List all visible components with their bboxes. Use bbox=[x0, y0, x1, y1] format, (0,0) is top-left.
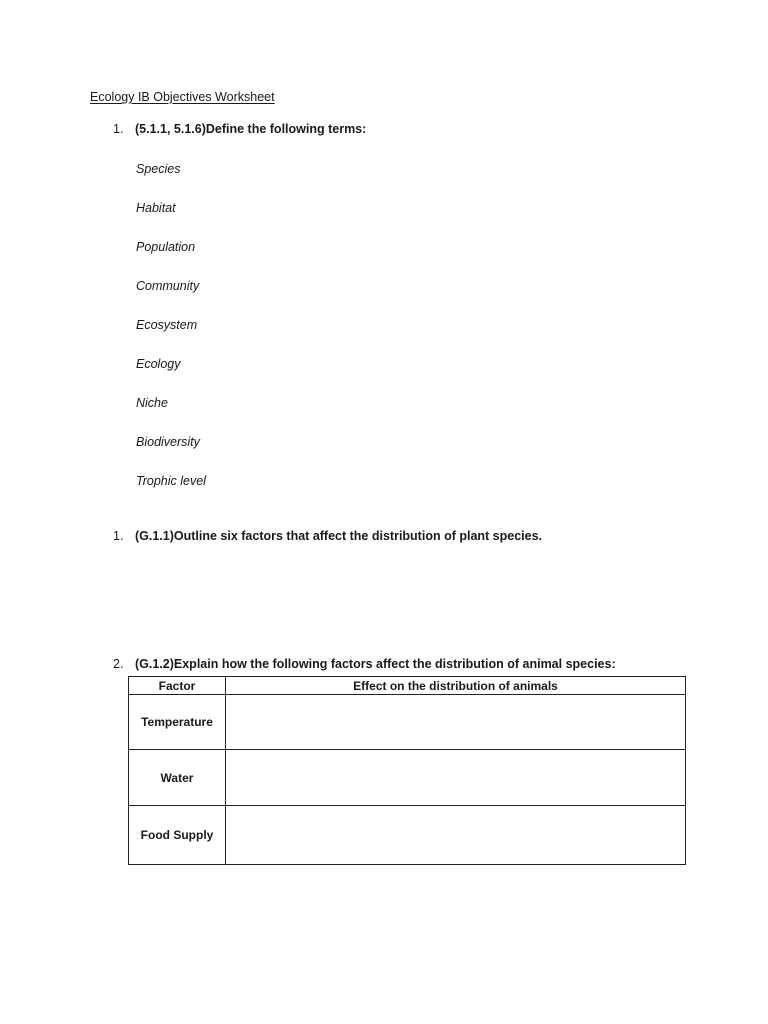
question-animal-distribution bbox=[113, 657, 616, 671]
table-row bbox=[129, 695, 686, 750]
table-header-effect: Effect on the distribution of animals bbox=[226, 677, 686, 695]
term-item: Trophic level bbox=[136, 474, 206, 488]
table-header-factor: Factor bbox=[129, 677, 226, 695]
question-number: 2. bbox=[113, 657, 124, 671]
effect-answer-cell[interactable] bbox=[226, 806, 686, 865]
question-number: 1. bbox=[113, 122, 124, 136]
term-item: Species bbox=[136, 162, 181, 176]
term-item: Ecology bbox=[136, 357, 181, 371]
term-item: Ecosystem bbox=[136, 318, 198, 332]
terms-list bbox=[136, 161, 206, 512]
question-number: 1. bbox=[113, 529, 124, 543]
document-title: Ecology IB Objectives Worksheet bbox=[90, 90, 275, 104]
term-item: Habitat bbox=[136, 201, 176, 215]
term-item: Population bbox=[136, 240, 196, 254]
question-plant-distribution bbox=[113, 529, 542, 543]
term-item: Community bbox=[136, 279, 200, 293]
term-item: Biodiversity bbox=[136, 435, 200, 449]
table-row bbox=[129, 750, 686, 806]
effect-answer-cell[interactable] bbox=[226, 695, 686, 750]
term-item: Niche bbox=[136, 396, 168, 410]
table-header-row bbox=[129, 677, 686, 695]
question-define-terms bbox=[113, 122, 366, 136]
table-row bbox=[129, 806, 686, 865]
factor-cell: Temperature bbox=[129, 695, 226, 750]
effect-answer-cell[interactable] bbox=[226, 750, 686, 806]
factor-cell: Water bbox=[129, 750, 226, 806]
factors-table bbox=[128, 676, 686, 865]
question-text: (5.1.1, 5.1.6)Define the following terms: bbox=[135, 122, 367, 136]
question-text: (G.1.2)Explain how the following factors affect the distribution of animal species: bbox=[135, 657, 616, 671]
factor-cell: Food Supply bbox=[129, 806, 226, 865]
question-text: (G.1.1)Outline six factors that affect the distribution of plant species. bbox=[135, 529, 543, 543]
